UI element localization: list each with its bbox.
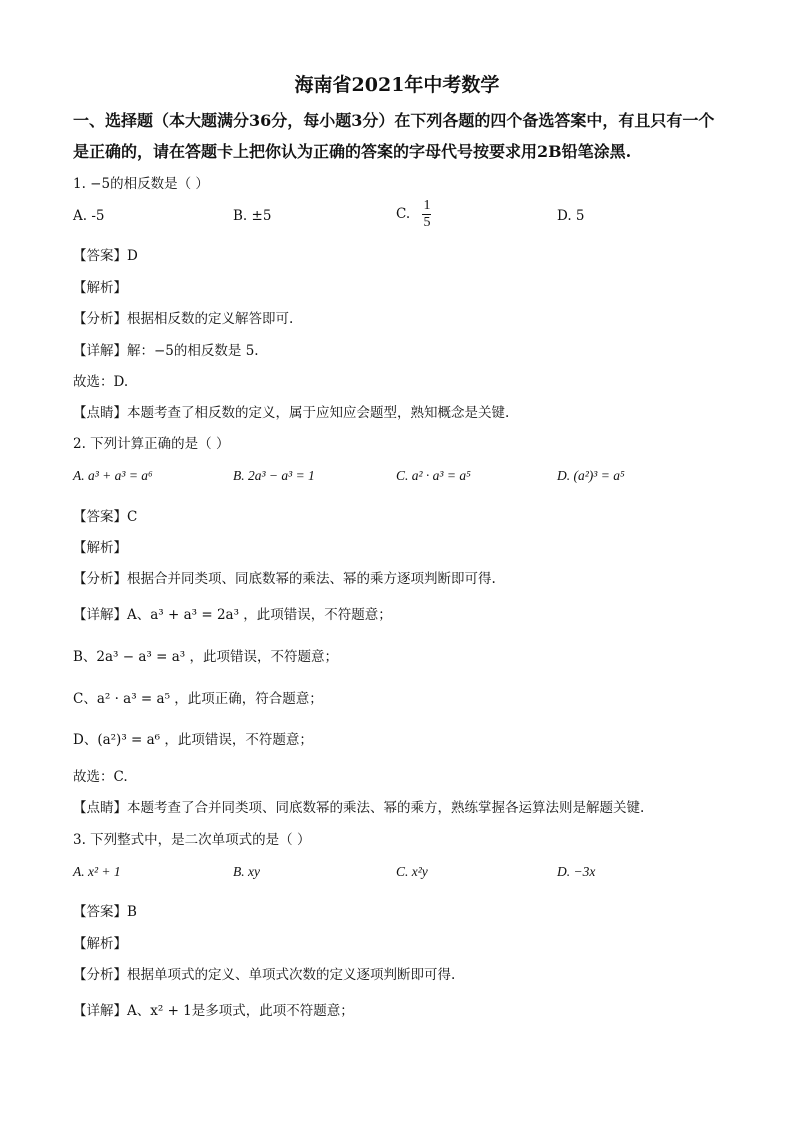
q2-option-d: D. (a²)³ = a⁵ xyxy=(557,468,625,483)
q1-fenxi: 【分析】根据相反数的定义解答即可. xyxy=(73,311,294,327)
q2-stem: 2. 下列计算正确的是（ ） xyxy=(73,436,230,452)
q3-option-a: A. x² + 1 xyxy=(73,864,121,879)
q3-jiexi: 【解析】 xyxy=(73,936,127,952)
q1-dianjing: 【点睛】本题考查了相反数的定义，属于应知应会题型，熟知概念是关键. xyxy=(73,405,510,421)
q1-answer: 【答案】D xyxy=(73,248,138,264)
q2-xiangjie-a: 【详解】A、a³ + a³ = 2a³ ，此项错误，不符题意； xyxy=(73,607,392,623)
fraction-numerator: 1 xyxy=(423,198,431,213)
q2-option-b: B. 2a³ − a³ = 1 xyxy=(233,468,315,483)
q3-fenxi: 【分析】根据单项式的定义、单项式次数的定义逐项判断即可得. xyxy=(73,967,456,983)
q2-guxuan: 故选：C. xyxy=(73,769,128,785)
q3-xiangjie-a: 【详解】A、x² + 1是多项式，此项不符题意； xyxy=(73,1003,354,1019)
q2-fenxi: 【分析】根据合并同类项、同底数幂的乘法、幂的乘方逐项判断即可得. xyxy=(73,571,496,587)
q1-option-a: A. -5 xyxy=(73,208,105,224)
q3-stem: 3. 下列整式中，是二次单项式的是（ ） xyxy=(73,832,311,848)
q1-option-c xyxy=(396,198,431,231)
q2-dianjing: 【点睛】本题考查了合并同类项、同底数幂的乘法、幂的乘方，熟练掌握各运算法则是解题关键. xyxy=(73,800,645,816)
q3-option-c: C. x²y xyxy=(396,864,428,879)
q1-jiexi: 【解析】 xyxy=(73,280,127,296)
section-instruction-line1: 一、选择题（本大题满分36分，每小题3分）在下列各题的四个备选答案中，有且只有一个 xyxy=(73,111,715,130)
q3-answer: 【答案】B xyxy=(73,904,137,920)
page-title: 海南省2021年中考数学 xyxy=(294,74,500,96)
q3-option-d: D. −3x xyxy=(557,864,596,879)
q2-option-a: A. a³ + a³ = a⁶ xyxy=(73,468,153,483)
q2-option-c: C. a² · a³ = a⁵ xyxy=(396,468,471,483)
q2-answer: 【答案】C xyxy=(73,509,138,525)
q2-xiangjie-c: C、a² · a³ = a⁵ ，此项正确，符合题意； xyxy=(73,691,323,707)
section-instruction-line2: 是正确的，请在答题卡上把你认为正确的答案的字母代号按要求用2B铅笔涂黑. xyxy=(73,142,632,161)
q2-jiexi: 【解析】 xyxy=(73,540,127,556)
q1-option-c-prefix: C. xyxy=(396,206,411,222)
q1-option-b: B. ±5 xyxy=(233,208,272,224)
q1-stem: 1. −5的相反数是（ ） xyxy=(73,176,209,192)
q2-xiangjie-b: B、2a³ − a³ = a³ ，此项错误，不符题意； xyxy=(73,649,338,665)
q2-xiangjie-d: D、(a²)³ = a⁶ ，此项错误，不符题意； xyxy=(73,732,313,748)
q3-option-b: B. xy xyxy=(233,864,260,879)
q1-option-d: D. 5 xyxy=(557,208,585,224)
q1-guxuan: 故选：D. xyxy=(73,374,129,390)
fraction-denominator: 5 xyxy=(423,215,431,230)
q1-xiangjie: 【详解】解：−5的相反数是 5. xyxy=(73,343,259,359)
q1-option-c-fraction xyxy=(422,198,431,231)
